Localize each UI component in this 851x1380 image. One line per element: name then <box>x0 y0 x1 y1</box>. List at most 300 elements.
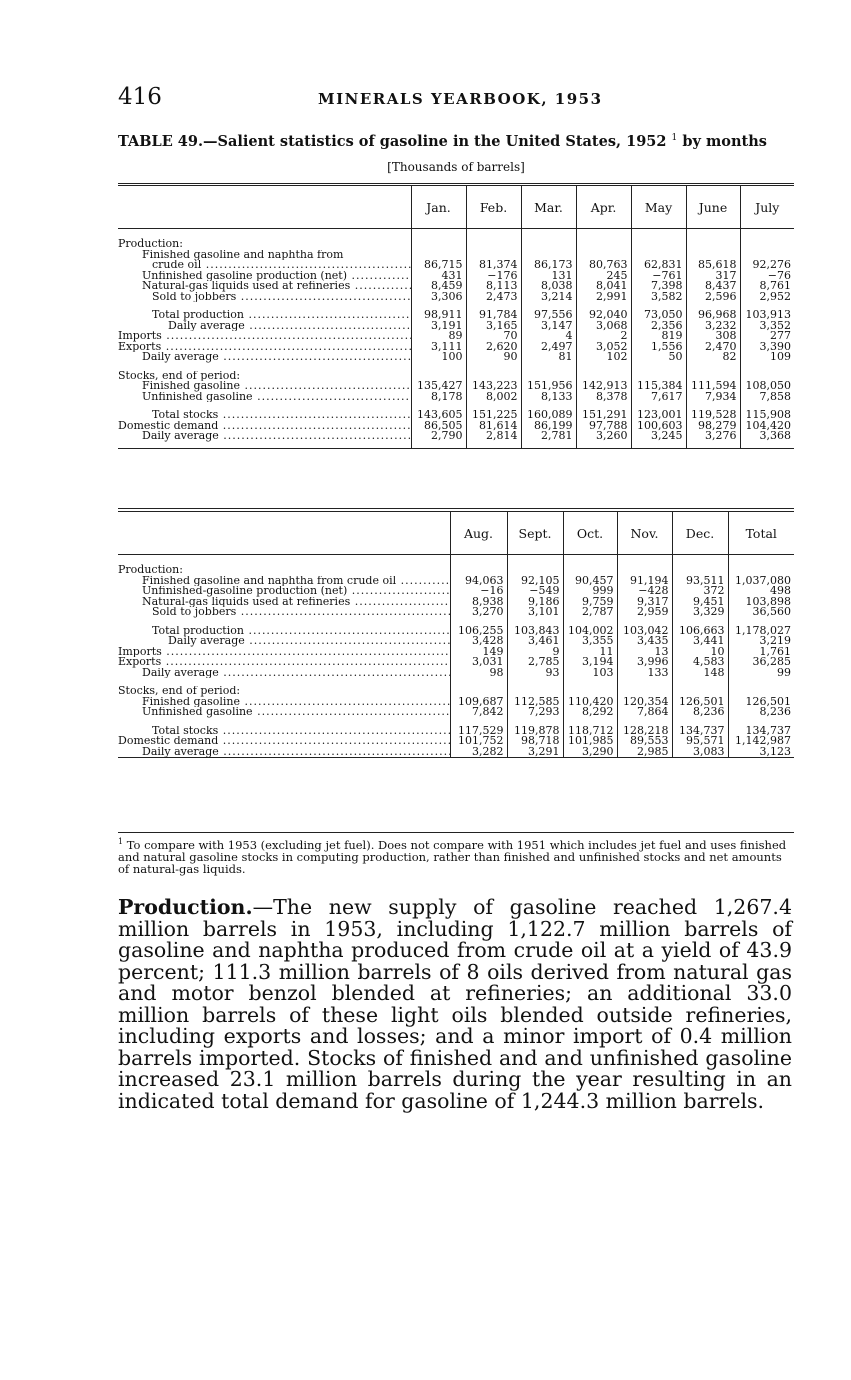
table-row <box>118 402 794 410</box>
table-cell: 3,461 <box>507 636 563 647</box>
table-cell: 112,585 <box>507 697 563 708</box>
table-cell: 109,687 <box>450 697 507 708</box>
table-cell: 3,329 <box>672 607 728 618</box>
table-cell <box>740 229 794 250</box>
table-cell: 151,956 <box>521 381 576 392</box>
paragraph-heading: Production. <box>118 895 253 919</box>
table-cell: −16 <box>450 586 507 597</box>
table-cell: 3,282 <box>450 747 507 758</box>
table-cell: 3,355 <box>563 636 617 647</box>
table-cell: 8,113 <box>466 281 521 292</box>
table-cell: 81,374 <box>466 260 521 271</box>
table-cell: 100,603 <box>631 421 686 432</box>
table-cell: 2,790 <box>411 431 466 448</box>
table-cell: 1,178,027 <box>728 626 794 637</box>
table-cell: 92,276 <box>740 260 794 271</box>
table-row <box>118 626 794 637</box>
column-header: Nov. <box>617 510 672 555</box>
row-label: Finished gasoline and naphtha from crude oil ..... <box>118 576 450 587</box>
table-cell <box>686 371 740 382</box>
table-cell: 92,105 <box>507 576 563 587</box>
table-cell: 131 <box>521 271 576 282</box>
table-cell <box>672 686 728 697</box>
row-label: Finished gasoline and naphtha from <box>142 249 344 260</box>
table-cell: 7,934 <box>686 392 740 403</box>
row-label: Sold to jobbers ..... <box>118 292 411 303</box>
table-cell: 85,618 <box>686 260 740 271</box>
table-cell: 1,761 <box>728 647 794 658</box>
row-label: Stocks, end of period: <box>118 370 241 381</box>
table-cell: 95,571 <box>672 736 728 747</box>
table-cell: −176 <box>466 271 521 282</box>
table-cell: 3,441 <box>672 636 728 647</box>
row-label: Unfinished gasoline ..... <box>118 392 411 403</box>
table-row <box>118 302 794 310</box>
table-cell: 82 <box>686 352 740 363</box>
column-header: July <box>740 185 794 229</box>
row-label: Daily average ..... <box>118 431 411 448</box>
table-row <box>118 555 794 576</box>
table-row <box>118 707 794 718</box>
table-cell <box>740 371 794 382</box>
table-title-suffix: by months <box>682 133 767 150</box>
table-cell: 117,529 <box>450 726 507 737</box>
footnote-text: To compare with 1953 (excluding jet fuel). Does not compare with 1951 which includes jet fuel and uses finished and natural gasoline stocks in computing production, rather than finished and unfinished stocks and net amounts of natural-gas liquids. <box>118 837 787 876</box>
table-cell <box>686 250 740 261</box>
statistics-table-aug-total <box>118 508 794 758</box>
table-cell: 86,505 <box>411 421 466 432</box>
table-cell <box>521 250 576 261</box>
row-label: Domestic demand ..... <box>118 736 450 747</box>
row-label: Production: <box>118 563 183 576</box>
table-cell: 50 <box>631 352 686 363</box>
table-cell <box>672 555 728 576</box>
table-cell: 115,384 <box>631 381 686 392</box>
table-cell: 2,785 <box>507 657 563 668</box>
table-cell: 135,427 <box>411 381 466 392</box>
table-cell <box>521 229 576 250</box>
table-cell: 143,605 <box>411 410 466 421</box>
table-cell: 7,858 <box>740 392 794 403</box>
table-cell: 103,843 <box>507 626 563 637</box>
table-cell: 96,968 <box>686 310 740 321</box>
table-cell <box>411 250 466 261</box>
row-label: Production: <box>118 237 183 250</box>
table-cell: 106,663 <box>672 626 728 637</box>
row-label: Total stocks ..... <box>118 726 450 737</box>
table-row <box>118 281 794 292</box>
table-row <box>118 342 794 353</box>
row-label: Sold to jobbers ..... <box>118 607 450 618</box>
table-cell: 106,255 <box>450 626 507 637</box>
table-cell: 308 <box>686 331 740 342</box>
table-cell: 8,038 <box>521 281 576 292</box>
table-cell: 3,111 <box>411 342 466 353</box>
row-label: Unfinished gasoline production (net) ..... <box>118 271 411 282</box>
table-row <box>118 310 794 321</box>
table-cell: 86,715 <box>411 260 466 271</box>
table-cell: 2,985 <box>617 747 672 758</box>
table-cell: 98,279 <box>686 421 740 432</box>
table-cell: 133 <box>617 668 672 679</box>
running-title: MINERALS YEARBOOK, 1953 <box>318 90 603 108</box>
table-cell: 143,223 <box>466 381 521 392</box>
table-cell: 36,285 <box>728 657 794 668</box>
table-row <box>118 636 794 647</box>
table-cell: 123,001 <box>631 410 686 421</box>
row-label: Natural-gas liquids used at refineries ..... <box>118 597 450 608</box>
table-cell <box>728 555 794 576</box>
table-cell: 2,991 <box>576 292 631 303</box>
table-cell: 126,501 <box>728 697 794 708</box>
table-cell: 8,459 <box>411 281 466 292</box>
table-cell: 9,186 <box>507 597 563 608</box>
table-row <box>118 271 794 282</box>
table-cell: 245 <box>576 271 631 282</box>
table-cell: 3,123 <box>728 747 794 758</box>
table-cell: 103,898 <box>728 597 794 608</box>
paragraph-text: —The new supply of gasoline reached 1,267.4 million barrels in 1953, including 1,122.7 million barrels of gasoline and naphtha produced from crude oil at a yield of 43.9 percent; 111.3 million barrels of 8 oils derived from natural gas and motor benzol blended at refineries; an additional 33.0 million barrels of these light oils blended outside refineries, including exports and losses; and a minor import of 0.4 million barrels imported. Stocks of finished and and unfinished gasoline increased 23.1 million barrels during the year resulting in an indicated total demand for gasoline of 1,244.3 million barrels. <box>118 895 792 1113</box>
table-row <box>118 229 794 250</box>
table-cell: 73,050 <box>631 310 686 321</box>
table-title <box>118 133 798 150</box>
table-cell: 3,214 <box>521 292 576 303</box>
table-cell: 8,292 <box>563 707 617 718</box>
table-cell: 134,737 <box>728 726 794 737</box>
table-row <box>118 668 794 679</box>
column-header: Apr. <box>576 185 631 229</box>
table-cell: 98,718 <box>507 736 563 747</box>
table-cell: 3,270 <box>450 607 507 618</box>
table-cell <box>563 555 617 576</box>
table-cell: 118,712 <box>563 726 617 737</box>
table-cell: 9,759 <box>563 597 617 608</box>
column-header: Mar. <box>521 185 576 229</box>
row-label: Finished gasoline ..... <box>118 381 411 392</box>
table-row <box>118 431 794 448</box>
table-cell: 2,620 <box>466 342 521 353</box>
table-cell: 2,787 <box>563 607 617 618</box>
table-cell: 8,002 <box>466 392 521 403</box>
table-cell: 8,938 <box>450 597 507 608</box>
table-cell: 2,781 <box>521 431 576 448</box>
table-cell: 3,147 <box>521 321 576 332</box>
table-cell: 3,068 <box>576 321 631 332</box>
table-cell: −761 <box>631 271 686 282</box>
table-cell: 3,083 <box>672 747 728 758</box>
table-cell: 90,457 <box>563 576 617 587</box>
table-cell <box>450 555 507 576</box>
table-row <box>118 321 794 332</box>
table-cell <box>411 229 466 250</box>
table-cell: 498 <box>728 586 794 597</box>
table-cell: 7,864 <box>617 707 672 718</box>
row-label: Total stocks ..... <box>118 410 411 421</box>
table-cell: 1,142,987 <box>728 736 794 747</box>
table-cell: 1,556 <box>631 342 686 353</box>
table-cell: 999 <box>563 586 617 597</box>
table-cell: 2,473 <box>466 292 521 303</box>
table-row <box>118 250 794 261</box>
table-cell: 81,614 <box>466 421 521 432</box>
table-cell: 3,101 <box>507 607 563 618</box>
table-cell <box>576 229 631 250</box>
table-cell: 99 <box>728 668 794 679</box>
row-label: Exports ..... <box>118 657 450 668</box>
table-cell: 89 <box>411 331 466 342</box>
table-cell: 120,354 <box>617 697 672 708</box>
table-cell: 2,596 <box>686 292 740 303</box>
column-header: Oct. <box>563 510 617 555</box>
table-row <box>118 331 794 342</box>
column-header: Feb. <box>466 185 521 229</box>
table-cell: 8,133 <box>521 392 576 403</box>
table-row <box>118 597 794 608</box>
row-label: Exports ..... <box>118 342 411 353</box>
table-cell: 10 <box>672 647 728 658</box>
table-cell: 89,553 <box>617 736 672 747</box>
table-cell <box>466 371 521 382</box>
table-cell: 86,199 <box>521 421 576 432</box>
table-cell: 819 <box>631 331 686 342</box>
table-cell: 119,878 <box>507 726 563 737</box>
footnote-mark: 1 <box>118 837 124 846</box>
table-cell: 2,814 <box>466 431 521 448</box>
table-cell: 3,390 <box>740 342 794 353</box>
table-cell: 81 <box>521 352 576 363</box>
table-cell: 115,908 <box>740 410 794 421</box>
table-row <box>118 747 794 758</box>
table-cell <box>617 555 672 576</box>
table-row <box>118 678 794 686</box>
table-row <box>118 421 794 432</box>
table-cell: 3,306 <box>411 292 466 303</box>
table-cell: 100 <box>411 352 466 363</box>
table-cell: 2,470 <box>686 342 740 353</box>
table-cell: 109 <box>740 352 794 363</box>
table-cell: 9 <box>507 647 563 658</box>
table-cell: 151,291 <box>576 410 631 421</box>
table-cell: 3,352 <box>740 321 794 332</box>
table-row <box>118 371 794 382</box>
table-cell: 98 <box>450 668 507 679</box>
page-header <box>118 84 794 114</box>
page-number: 416 <box>118 84 162 110</box>
table-cell: 80,763 <box>576 260 631 271</box>
table-cell: 94,063 <box>450 576 507 587</box>
table-cell: 91,194 <box>617 576 672 587</box>
table-cell <box>631 371 686 382</box>
table-cell <box>507 686 563 697</box>
table-cell: 3,165 <box>466 321 521 332</box>
table-row <box>118 647 794 658</box>
table-cell: 2,497 <box>521 342 576 353</box>
table-cell: 3,368 <box>740 431 794 448</box>
row-label: Daily average ..... <box>118 747 450 758</box>
row-label: Imports ..... <box>118 647 450 658</box>
row-label: Total production ..... <box>118 626 450 637</box>
table-cell: 431 <box>411 271 466 282</box>
table-cell: 3,232 <box>686 321 740 332</box>
table-cell <box>576 250 631 261</box>
column-header: Aug. <box>450 510 507 555</box>
table-cell: 8,178 <box>411 392 466 403</box>
table-cell: 2,952 <box>740 292 794 303</box>
table-cell: 97,556 <box>521 310 576 321</box>
table-cell: 7,398 <box>631 281 686 292</box>
table-cell: 3,052 <box>576 342 631 353</box>
table-cell <box>576 371 631 382</box>
table-cell: 8,437 <box>686 281 740 292</box>
table-cell: 91,784 <box>466 310 521 321</box>
table-row <box>118 726 794 737</box>
table-row <box>118 410 794 421</box>
body-paragraph <box>118 897 792 1112</box>
table-cell: 101,985 <box>563 736 617 747</box>
table-cell: 8,236 <box>728 707 794 718</box>
table-cell <box>466 250 521 261</box>
table-cell <box>740 250 794 261</box>
table-cell: 36,560 <box>728 607 794 618</box>
table-subtitle: [Thousands of barrels] <box>387 160 525 174</box>
table-cell <box>563 686 617 697</box>
table-footnote <box>118 832 794 875</box>
table-cell: 102 <box>576 352 631 363</box>
table-cell: 13 <box>617 647 672 658</box>
table-cell: 3,191 <box>411 321 466 332</box>
table-cell: 119,528 <box>686 410 740 421</box>
table-cell: 111,594 <box>686 381 740 392</box>
table-title-footnote-mark: 1 <box>671 133 678 144</box>
row-label: Total production ..... <box>118 310 411 321</box>
table-cell: 277 <box>740 331 794 342</box>
table-cell: 128,218 <box>617 726 672 737</box>
table-cell: 3,290 <box>563 747 617 758</box>
row-label: Daily average ..... <box>118 352 411 363</box>
table-row <box>118 718 794 726</box>
table-cell: 3,276 <box>686 431 740 448</box>
table-row <box>118 260 794 271</box>
table-cell: 126,501 <box>672 697 728 708</box>
table-cell: 103 <box>563 668 617 679</box>
table-row <box>118 618 794 626</box>
table-cell: 97,788 <box>576 421 631 432</box>
table-cell: 3,031 <box>450 657 507 668</box>
row-label: Daily average ..... <box>118 636 450 647</box>
table-cell: 8,041 <box>576 281 631 292</box>
table-cell: 2,356 <box>631 321 686 332</box>
table-cell: 62,831 <box>631 260 686 271</box>
table-row <box>118 392 794 403</box>
table-cell: 98,911 <box>411 310 466 321</box>
table-row <box>118 697 794 708</box>
table-cell: −76 <box>740 271 794 282</box>
row-label: Natural-gas liquids used at refineries ..... <box>118 281 411 292</box>
table-cell: 3,219 <box>728 636 794 647</box>
table-cell: 3,996 <box>617 657 672 668</box>
stub-header <box>118 510 450 555</box>
table-row <box>118 576 794 587</box>
table-cell: 90 <box>466 352 521 363</box>
table-cell: 8,761 <box>740 281 794 292</box>
table-cell: 93 <box>507 668 563 679</box>
table-cell: 151,225 <box>466 410 521 421</box>
table-cell: 317 <box>686 271 740 282</box>
table-cell: 2 <box>576 331 631 342</box>
table-cell <box>728 686 794 697</box>
table-cell: 372 <box>672 586 728 597</box>
table-cell: 101,752 <box>450 736 507 747</box>
column-header: Total <box>728 510 794 555</box>
table-cell: 110,420 <box>563 697 617 708</box>
table-cell: 3,435 <box>617 636 672 647</box>
table-cell: 103,913 <box>740 310 794 321</box>
table-cell: 93,511 <box>672 576 728 587</box>
table-cell: 4,583 <box>672 657 728 668</box>
table-cell: 103,042 <box>617 626 672 637</box>
table-cell: 104,420 <box>740 421 794 432</box>
table-cell: 2,959 <box>617 607 672 618</box>
row-label: Stocks, end of period: <box>118 686 241 697</box>
table-cell <box>617 686 672 697</box>
table-cell: 3,428 <box>450 636 507 647</box>
table-cell: 11 <box>563 647 617 658</box>
column-header: Sept. <box>507 510 563 555</box>
table-cell: 108,050 <box>740 381 794 392</box>
table-cell: 1,037,080 <box>728 576 794 587</box>
statistics-table-jan-jul <box>118 183 794 449</box>
table-cell: 7,842 <box>450 707 507 718</box>
row-label: Daily average ..... <box>118 321 411 332</box>
table-cell: 7,617 <box>631 392 686 403</box>
column-header: Dec. <box>672 510 728 555</box>
table-row <box>118 686 794 697</box>
column-header: June <box>686 185 740 229</box>
row-label: Unfinished gasoline ..... <box>118 707 450 718</box>
table-title-text: TABLE 49.—Salient statistics of gasoline in the United States, 1952 <box>118 133 667 150</box>
table-cell: −549 <box>507 586 563 597</box>
table-cell: 104,002 <box>563 626 617 637</box>
table-row <box>118 736 794 747</box>
table-cell <box>631 229 686 250</box>
table-cell: 148 <box>672 668 728 679</box>
table-cell: 4 <box>521 331 576 342</box>
table-cell <box>411 371 466 382</box>
table-cell: 149 <box>450 647 507 658</box>
table-cell: 3,582 <box>631 292 686 303</box>
table-cell: 3,245 <box>631 431 686 448</box>
stub-header <box>118 185 411 229</box>
table-cell <box>631 250 686 261</box>
table-cell <box>521 371 576 382</box>
table-cell <box>686 229 740 250</box>
table-cell: 9,451 <box>672 597 728 608</box>
table-cell: 160,089 <box>521 410 576 421</box>
table-cell <box>466 229 521 250</box>
row-label: Finished gasoline ..... <box>118 697 450 708</box>
table-row <box>118 363 794 371</box>
table-row <box>118 586 794 597</box>
table-row <box>118 292 794 303</box>
table-cell: 142,913 <box>576 381 631 392</box>
table-cell: 92,040 <box>576 310 631 321</box>
table-cell: 8,378 <box>576 392 631 403</box>
table-cell: 3,291 <box>507 747 563 758</box>
table-cell: 9,317 <box>617 597 672 608</box>
table-row <box>118 352 794 363</box>
table-cell <box>507 555 563 576</box>
row-label: Daily average ..... <box>118 668 450 679</box>
